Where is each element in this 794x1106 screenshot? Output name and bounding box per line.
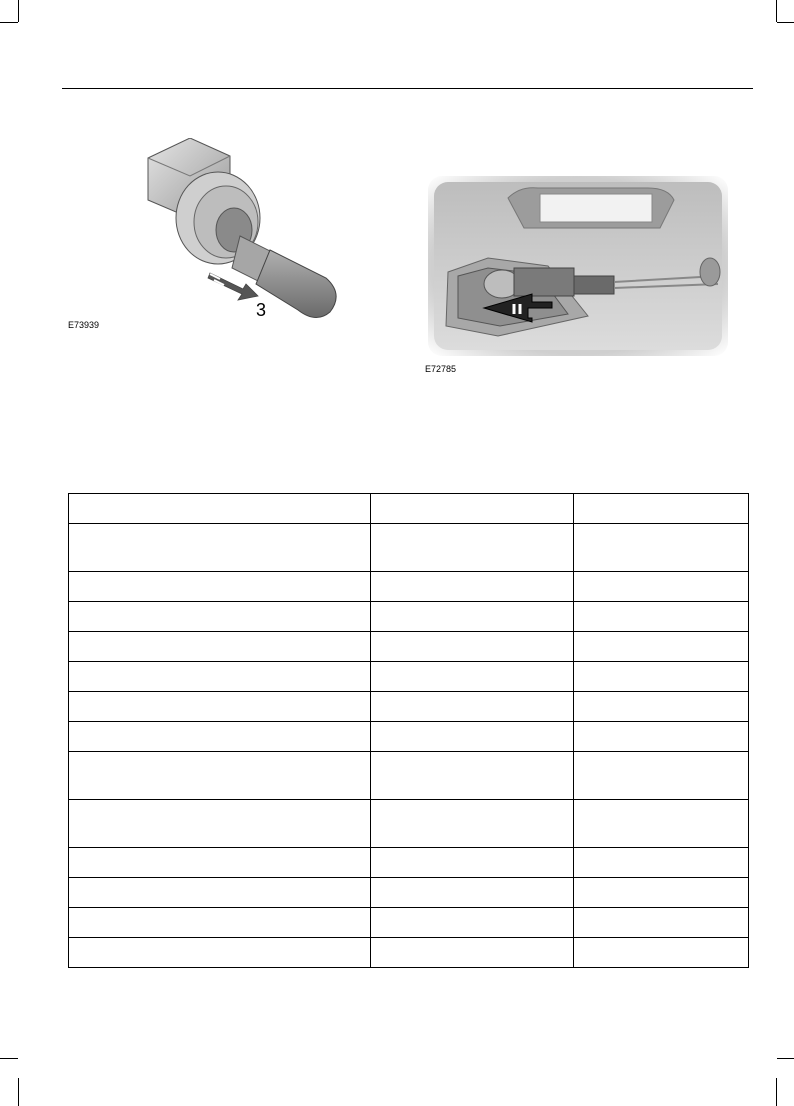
table-cell <box>69 572 371 602</box>
table-cell <box>574 800 749 848</box>
crop-mark-bottom-right-h <box>777 1058 794 1059</box>
crop-mark-top-right-h <box>777 22 794 23</box>
table-cell <box>574 572 749 602</box>
table-cell <box>69 800 371 848</box>
table-row <box>69 662 749 692</box>
table-cell <box>69 722 371 752</box>
table-cell <box>574 524 749 572</box>
table-cell <box>574 692 749 722</box>
table-row <box>69 494 749 524</box>
table-cell <box>574 938 749 968</box>
table-cell <box>371 752 574 800</box>
table-row <box>69 938 749 968</box>
bulb-specification-table <box>68 493 749 968</box>
table-row <box>69 800 749 848</box>
table-row <box>69 908 749 938</box>
table-row <box>69 524 749 572</box>
table-cell <box>69 662 371 692</box>
table-cell <box>574 848 749 878</box>
table-cell <box>69 908 371 938</box>
table-cell <box>371 602 574 632</box>
crop-mark-top-right-v <box>776 0 777 22</box>
lamp-removal-illustration <box>428 176 728 356</box>
crop-mark-top-left-v <box>18 0 19 22</box>
figure-code: E72785 <box>425 364 457 374</box>
table-cell <box>574 878 749 908</box>
header-rule <box>62 88 753 89</box>
table-cell <box>69 494 371 524</box>
figure-code: E73939 <box>68 320 100 330</box>
table-cell <box>371 938 574 968</box>
table-cell <box>69 938 371 968</box>
table-cell <box>371 800 574 848</box>
table-cell <box>371 494 574 524</box>
table-cell <box>371 908 574 938</box>
crop-mark-top-left-h <box>0 22 18 23</box>
table-cell <box>574 662 749 692</box>
table-cell <box>69 524 371 572</box>
crop-mark-bottom-left-h <box>0 1058 18 1059</box>
table-cell <box>371 572 574 602</box>
table-cell <box>69 632 371 662</box>
table-cell <box>574 752 749 800</box>
table-row <box>69 692 749 722</box>
table-cell <box>371 878 574 908</box>
table-cell <box>69 752 371 800</box>
crop-mark-bottom-left-v <box>18 1078 19 1106</box>
table-cell <box>371 662 574 692</box>
table-row <box>69 602 749 632</box>
table-cell <box>574 908 749 938</box>
table-row <box>69 572 749 602</box>
table-cell <box>371 692 574 722</box>
table-cell <box>69 848 371 878</box>
step-callout: 3 <box>256 300 267 320</box>
table-cell <box>371 524 574 572</box>
table-cell <box>371 848 574 878</box>
table-row <box>69 848 749 878</box>
table-cell <box>371 722 574 752</box>
table-cell <box>574 722 749 752</box>
table-row <box>69 722 749 752</box>
table-cell <box>371 632 574 662</box>
table-cell <box>574 632 749 662</box>
bulb-removal-illustration <box>130 138 350 328</box>
table-row <box>69 752 749 800</box>
table-row <box>69 632 749 662</box>
table-row <box>69 878 749 908</box>
table-cell <box>69 602 371 632</box>
table-cell <box>69 878 371 908</box>
table-cell <box>574 494 749 524</box>
table-cell <box>69 692 371 722</box>
table-cell <box>574 602 749 632</box>
crop-mark-bottom-right-v <box>776 1078 777 1106</box>
